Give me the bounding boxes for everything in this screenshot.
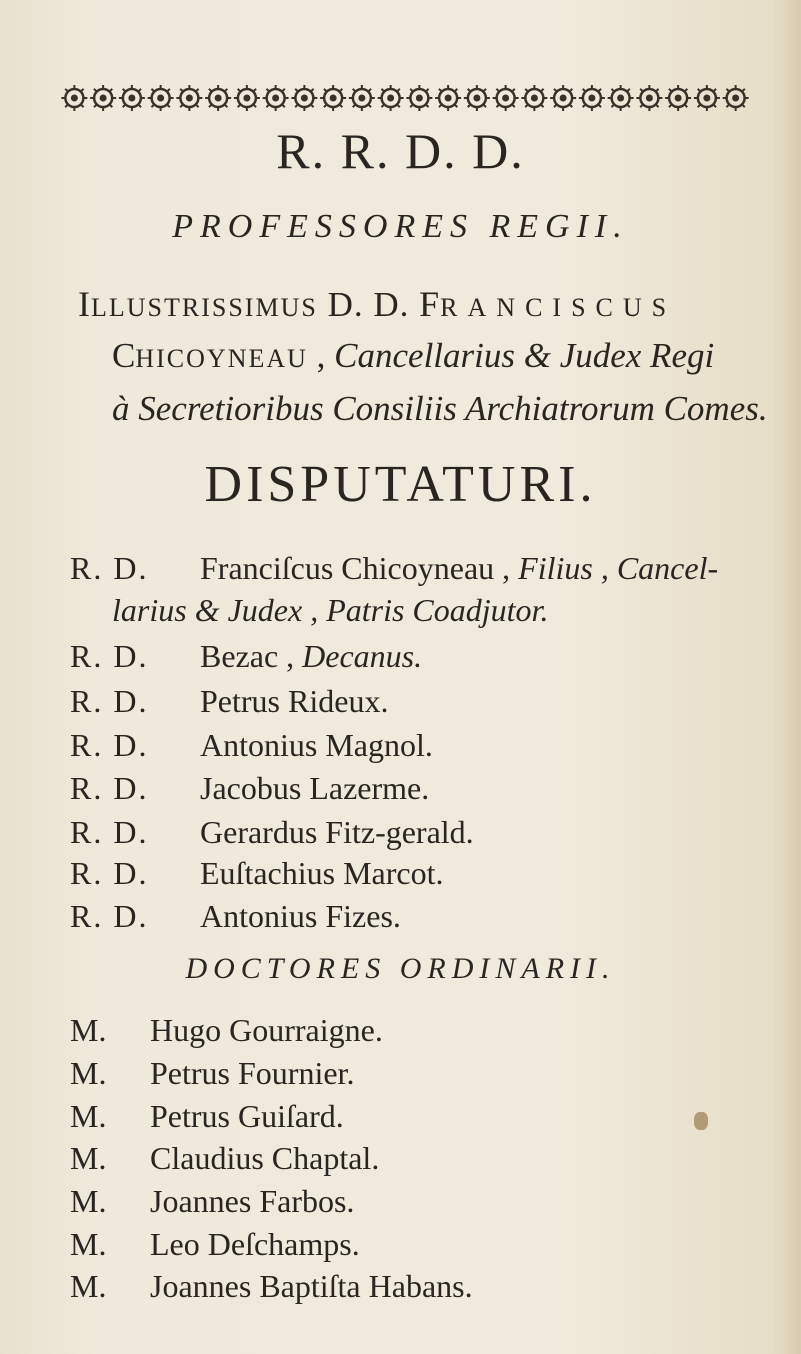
fleuron-icon: [61, 85, 87, 111]
page-edge-shadow: [773, 0, 801, 1354]
fleuron-icon: [608, 85, 634, 111]
chancellor-line-3: à Secretioribus Consiliis Archiatrorum Comes.: [112, 389, 768, 428]
list-item: [70, 727, 433, 764]
fleuron-icon: [119, 85, 145, 111]
list-item: [70, 1268, 473, 1305]
entry-tag: R. D.: [70, 770, 149, 806]
entry-name: Bezac ,: [200, 638, 303, 674]
entry-tag: R. D.: [70, 727, 149, 763]
list-item: [70, 770, 429, 807]
list-item: [70, 683, 388, 720]
fleuron-icon: [320, 85, 346, 111]
list-item: [70, 1098, 344, 1135]
ink-blot: [694, 1112, 708, 1130]
list-item: [70, 1012, 383, 1049]
fleuron-icon: [205, 85, 231, 111]
entry-name: Antonius Fizes.: [200, 898, 401, 934]
fleuron-icon: [579, 85, 605, 111]
initial-i: I: [78, 284, 91, 324]
entry-name: Hugo Gourraigne.: [150, 1012, 383, 1048]
ornament-svg: [60, 78, 750, 118]
entry-tag: M.: [70, 1268, 107, 1304]
entry-name: Petrus Guiſard.: [150, 1098, 344, 1134]
entry-name: Joannes Farbos.: [150, 1183, 355, 1219]
list-item: [70, 1055, 354, 1092]
entry-tag: M.: [70, 1012, 107, 1048]
entry-title: Filius , Cancel-: [518, 550, 719, 586]
fleuron-icon: [234, 85, 260, 111]
fleuron-icon: [263, 85, 289, 111]
list-item: [70, 1140, 379, 1177]
chancellor-line-1: [78, 283, 676, 325]
fleuron-icon: [406, 85, 432, 111]
fleuron-icon: [521, 85, 547, 111]
entry-name: Claudius Chaptal.: [150, 1140, 380, 1176]
entry-tag: M.: [70, 1226, 107, 1262]
list-item: [70, 898, 401, 935]
fleuron-icon: [349, 85, 375, 111]
fleuron-icon: [435, 85, 461, 111]
fleuron-icon: [550, 85, 576, 111]
fleuron-icon: [464, 85, 490, 111]
initial-f: F: [419, 284, 441, 324]
entry-tag: R. D.: [70, 638, 149, 674]
fleuron-icon: [176, 85, 202, 111]
list-item: [70, 855, 443, 892]
fleuron-icon: [90, 85, 116, 111]
comma: ,: [307, 336, 335, 375]
entry-tag: M.: [70, 1140, 107, 1176]
chancellor-title: Cancellarius & Judex Regi: [334, 336, 715, 375]
entry-name: Jacobus Lazerme.: [200, 770, 430, 806]
fleuron-icon: [723, 85, 749, 111]
list-item: [70, 638, 422, 675]
entry-continuation: larius & Judex , Patris Coadjutor.: [112, 592, 549, 628]
word-franciscus: RANCISCUS: [440, 293, 677, 322]
word-dd: D. D.: [317, 285, 420, 324]
entry-tag: R. D.: [70, 814, 149, 850]
list-item: [70, 814, 474, 851]
entry-name: Franciſcus Chicoyneau ,: [200, 550, 519, 586]
fleuron-icon: [378, 85, 404, 111]
fleuron-icon: [694, 85, 720, 111]
entry-tag: M.: [70, 1098, 107, 1134]
fleuron-icon: [665, 85, 691, 111]
entry-name: Leo Deſchamps.: [150, 1226, 360, 1262]
entry-name: Joannes Baptiſta Habans.: [150, 1268, 473, 1304]
fleuron-icon: [636, 85, 662, 111]
entry-tag: R. D.: [70, 898, 149, 934]
page-title: R. R. D. D.: [276, 123, 525, 179]
word-chicoyneau: HICOYNEAU: [135, 344, 308, 373]
entry-tag: R. D.: [70, 550, 149, 586]
fleuron-icon: [493, 85, 519, 111]
entry-name: Petrus Rideux.: [200, 683, 389, 719]
section-heading-doctores: DOCTORES ORDINARII.: [185, 952, 616, 985]
entry-name: Petrus Fournier.: [150, 1055, 355, 1091]
fleuron-icon: [291, 85, 317, 111]
section-heading-disputaturi: DISPUTATURI.: [204, 456, 597, 513]
entry-name: Gerardus Fitz-gerald.: [200, 814, 474, 850]
entry-name: Euſtachius Marcot.: [200, 855, 444, 891]
section-heading-professores: PROFESSORES REGII.: [172, 208, 629, 245]
initial-c: C: [112, 336, 136, 375]
list-item: [70, 1226, 360, 1263]
entry-name: Antonius Magnol.: [200, 727, 433, 763]
chancellor-line-2: [112, 336, 714, 376]
entry-tag: R. D.: [70, 855, 149, 891]
word-illustrissimus: LLUSTRISSIMUS: [91, 293, 318, 322]
list-item: [70, 550, 718, 587]
list-item: [70, 1183, 354, 1220]
entry-tag: M.: [70, 1055, 107, 1091]
entry-title: Decanus.: [302, 638, 423, 674]
fleuron-icon: [148, 85, 174, 111]
ornament-border: [60, 78, 750, 118]
entry-tag: R. D.: [70, 683, 149, 719]
entry-tag: M.: [70, 1183, 107, 1219]
